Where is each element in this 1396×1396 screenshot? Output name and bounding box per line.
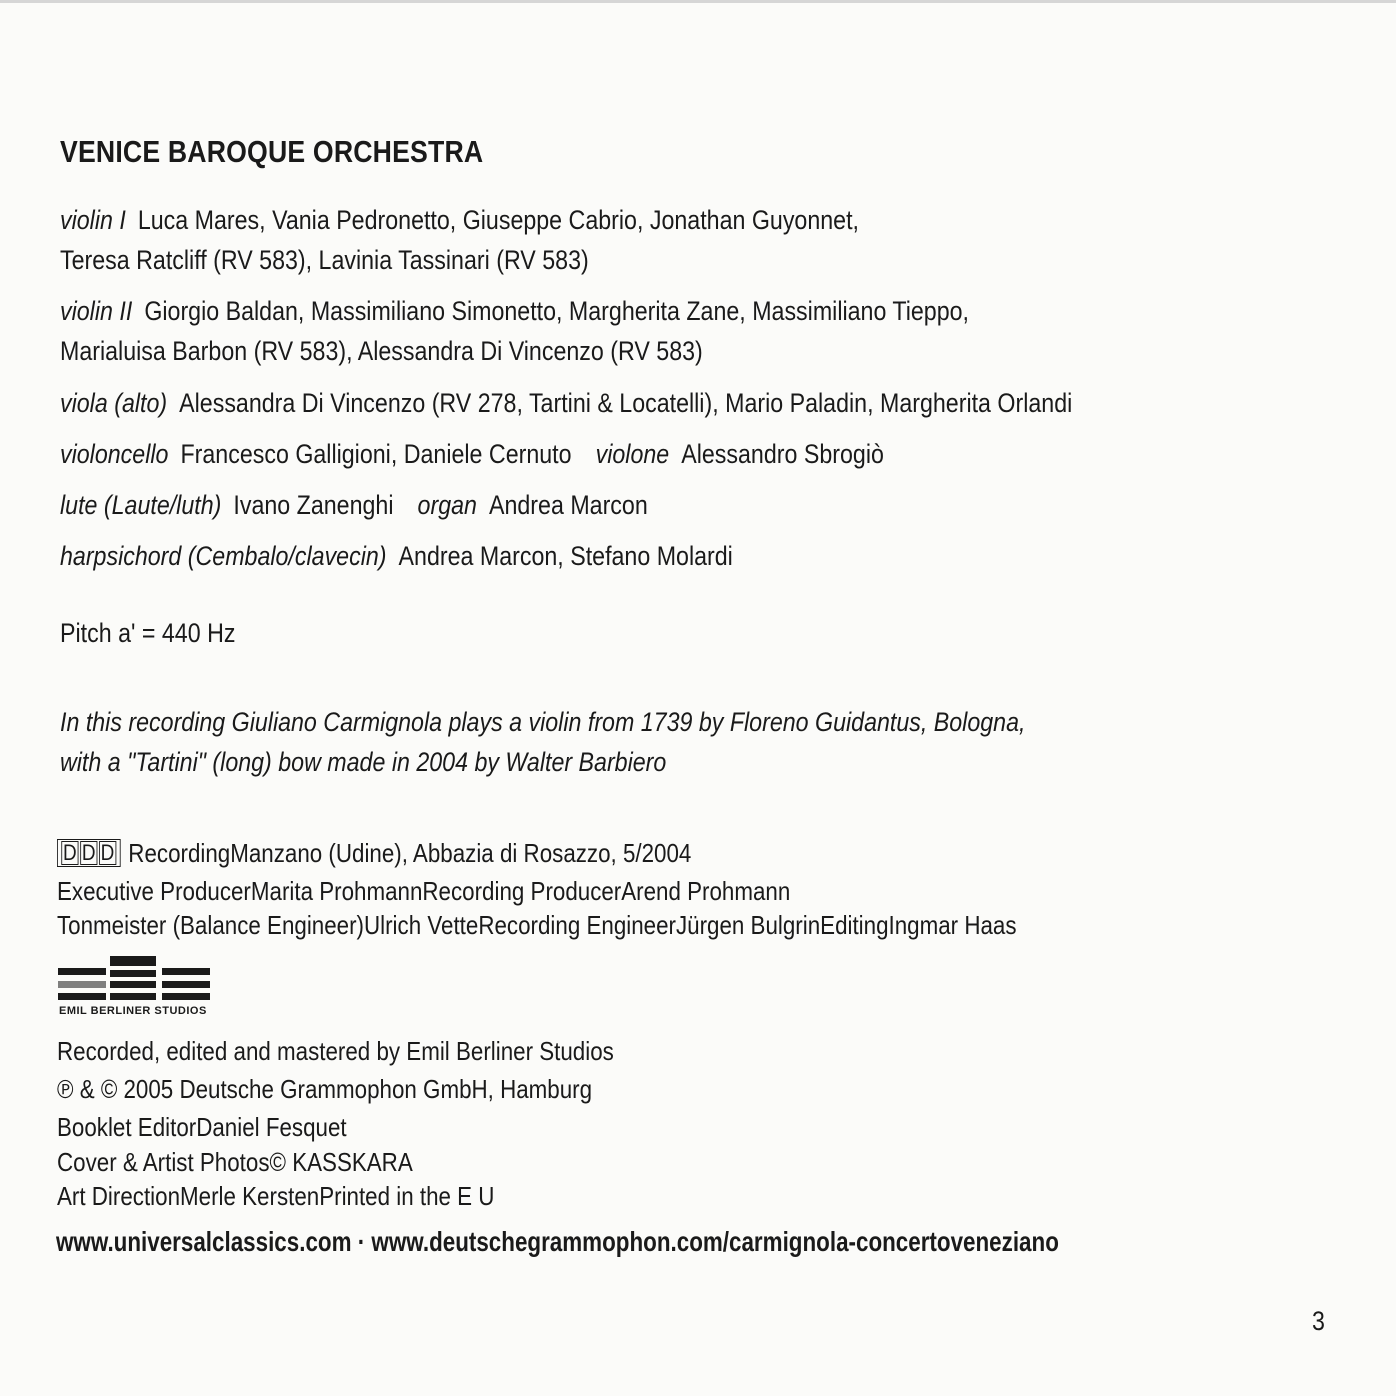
booklet-editor: [57, 1110, 347, 1144]
website-urls[interactable]: www.universalclassics.com · www.deutschegrammophon.com/carmignola-concertoveneziano: [56, 1226, 1059, 1257]
credit-value: Manzano (Udine), Abbazia di Rosazzo, 5/2004: [230, 838, 692, 868]
musician-names: Andrea Marcon, Stefano Molardi: [398, 541, 733, 571]
copyright-line: ℗ & © 2005 Deutsche Grammophon GmbH, Hamburg: [57, 1074, 593, 1104]
musician-names: Luca Mares, Vania Pedronetto, Giuseppe Cabrio, Jonathan Guyonnet,: [137, 205, 859, 235]
credit-label: Executive Producer: [57, 876, 251, 906]
musician-names: Francesco Galligioni, Daniele Cernuto: [180, 439, 572, 469]
ddd-badge: D D D: [57, 839, 120, 867]
credits-engineers: [57, 908, 1017, 942]
art-direction: [57, 1179, 494, 1213]
instrument-label: lute (Laute/luth): [60, 490, 222, 520]
credit-label: Art Direction: [57, 1181, 181, 1211]
personnel-violin-2: [60, 291, 969, 371]
credit-value: Arend Prohmann: [621, 876, 791, 906]
credits-producers: [57, 874, 790, 908]
instrument-label: harpsichord (Cembalo/clavecin): [60, 541, 387, 571]
printed-in: Printed in the E U: [319, 1181, 495, 1211]
page-top-edge: [0, 0, 1396, 3]
recording-note-line: In this recording Giuliano Carmignola plays a violin from 1739 by Floreno Guidantus, Bologna,: [60, 707, 1026, 737]
instrument-label: violoncello: [60, 439, 169, 469]
credit-label: Recording Producer: [422, 876, 622, 906]
musician-names: Marialuisa Barbon (RV 583), Alessandra Di Vincenzo (RV 583): [60, 336, 703, 366]
personnel-violin-1: [60, 200, 859, 280]
studio-logo-text: EMIL BERLINER STUDIOS: [59, 1005, 207, 1017]
instrument-label: violin II: [60, 296, 133, 326]
credit-value: Ulrich Vette: [363, 910, 479, 940]
credit-value: © KASSKARA: [269, 1147, 413, 1177]
instrument-label: violone: [595, 439, 670, 469]
section-heading: VENICE BAROQUE ORCHESTRA: [60, 134, 484, 169]
pitch-info: Pitch a' = 440 Hz: [60, 618, 236, 648]
musician-names: Teresa Ratcliff (RV 583), Lavinia Tassinari (RV 583): [60, 245, 589, 275]
credit-label: Editing: [820, 910, 889, 940]
credit-label: Tonmeister (Balance Engineer): [57, 910, 364, 940]
instrument-label: viola (alto): [60, 388, 168, 418]
recording-note: [60, 702, 1025, 782]
musician-names: Giorgio Baldan, Massimiliano Simonetto, Margherita Zane, Massimiliano Tieppo,: [144, 296, 970, 326]
instrument-label: violin I: [60, 205, 126, 235]
credit-value: Marita Prohmann: [250, 876, 423, 906]
credit-value: Merle Kersten: [180, 1181, 320, 1211]
musician-names: Alessandra Di Vincenzo (RV 278, Tartini & Locatelli), Mario Paladin, Margherita Orlandi: [179, 388, 1073, 418]
personnel-viola: [60, 383, 1072, 423]
personnel-cello-violone: [60, 434, 884, 474]
credit-value: Daniel Fesquet: [196, 1112, 347, 1142]
page-number: 3: [1312, 1306, 1325, 1336]
musician-names: Andrea Marcon: [488, 490, 648, 520]
credits-recording: [57, 836, 691, 870]
musician-names: Ivano Zanenghi: [233, 490, 394, 520]
musician-names: Alessandro Sbrogiò: [681, 439, 884, 469]
recording-note-line: with a "Tartini" (long) bow made in 2004 by Walter Barbiero: [60, 747, 667, 777]
personnel-lute-organ: [60, 485, 648, 525]
personnel-harpsichord: [60, 536, 733, 576]
photo-credit: [57, 1145, 413, 1179]
credit-label: Cover & Artist Photos: [57, 1147, 270, 1177]
credit-label: Booklet Editor: [57, 1112, 197, 1142]
recorded-by: Recorded, edited and mastered by Emil Berliner Studios: [57, 1036, 614, 1066]
credit-label: Recording: [128, 838, 231, 868]
instrument-label: organ: [417, 490, 477, 520]
credit-label: Recording Engineer: [478, 910, 676, 940]
credit-value: Jürgen Bulgrin: [675, 910, 821, 940]
credit-value: Ingmar Haas: [888, 910, 1017, 940]
